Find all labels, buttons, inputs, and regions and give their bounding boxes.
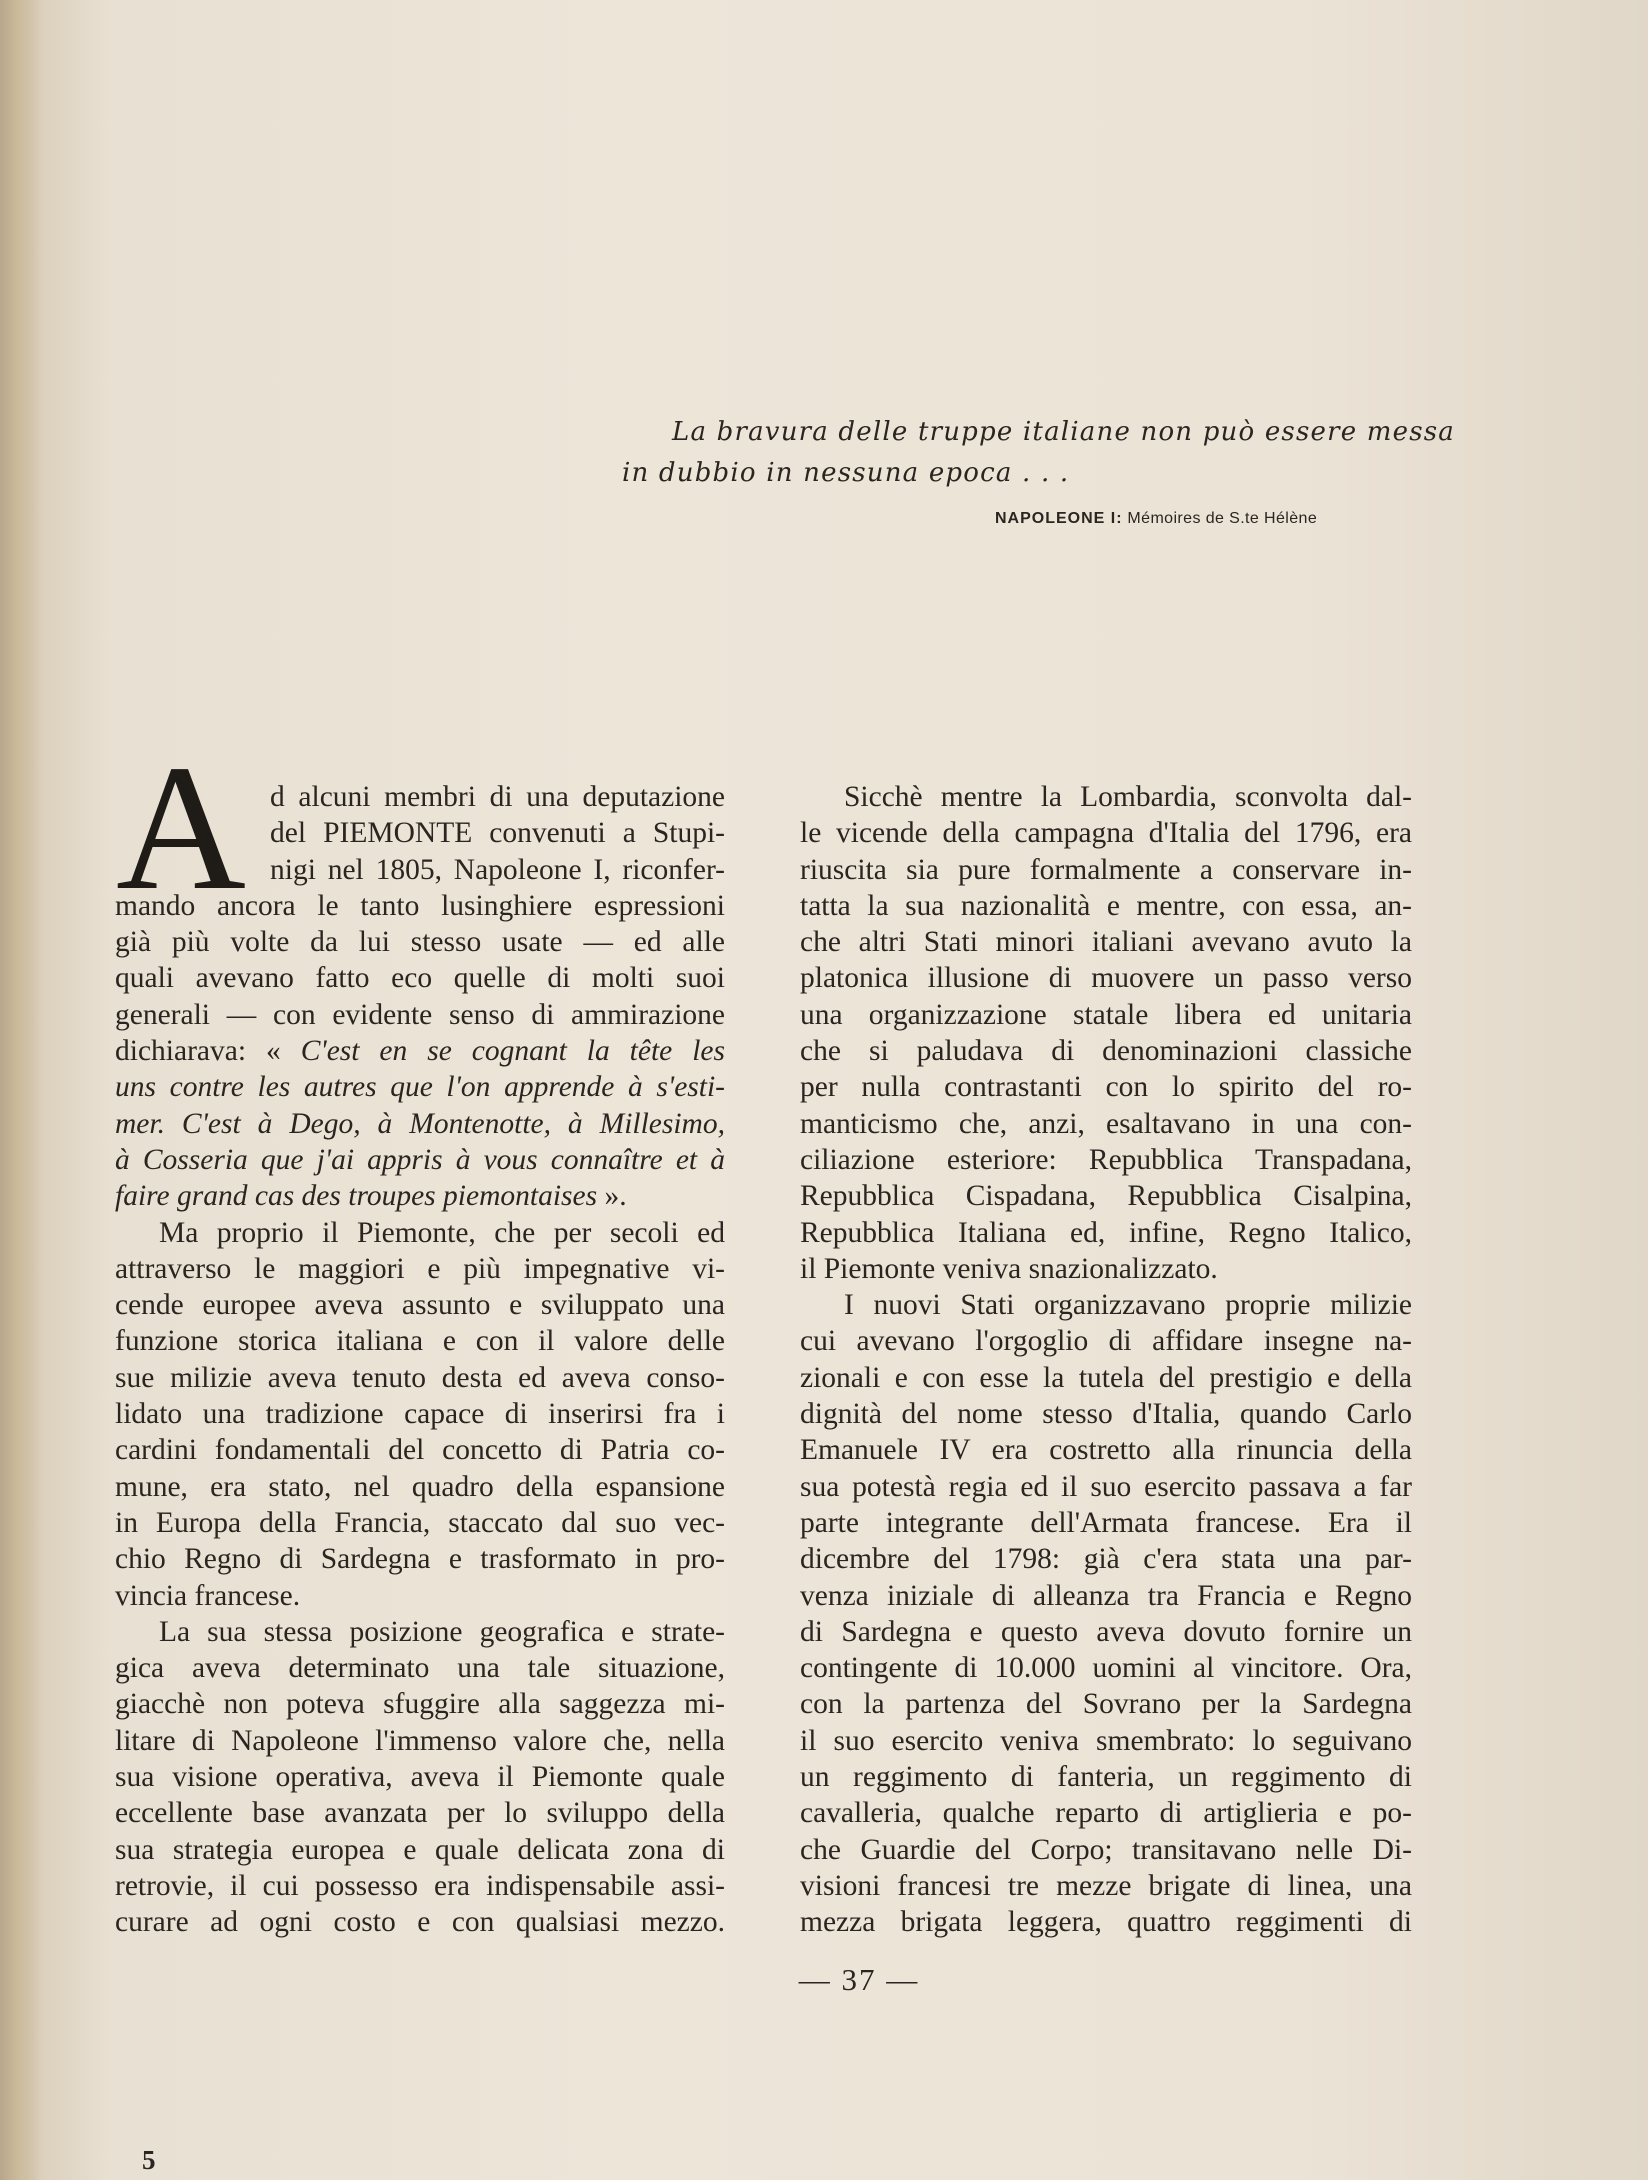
text-line: generali — con evidente senso di ammirazione [115, 998, 725, 1031]
text-line: vincia francese. [115, 1579, 301, 1612]
text-line: Sicchè mentre la Lombardia, sconvolta dal- [844, 781, 1412, 813]
epigraph-author: NAPOLEONE I: [995, 510, 1123, 527]
text-line: platonica illusione di muovere un passo verso [800, 962, 1412, 995]
text-line: Ma proprio il Piemonte, che per secoli ed [159, 1216, 725, 1249]
text-line: I nuovi Stati organizzavano proprie milizie [844, 1289, 1412, 1322]
epigraph-line: La bravura delle truppe italiane non può essere messa [672, 417, 1455, 447]
text-line: Emanuele IV era costretto alla rinuncia della [800, 1434, 1412, 1467]
text-line: dignità del nome stesso d'Italia, quando Carlo [800, 1398, 1412, 1431]
text-line: quali avevano fatto eco quelle di molti suoi [115, 962, 725, 995]
text-line: Repubblica Italiana ed, infine, Regno Italico, [800, 1216, 1412, 1249]
text-run: ». [597, 1180, 627, 1213]
text-line: sua potestà regia ed il suo esercito passava a far [800, 1470, 1412, 1503]
text-line: contingente di 10.000 uomini al vincitore. Ora, [800, 1652, 1412, 1685]
text-line: le vicende della campagna d'Italia del 1796, era [800, 817, 1412, 850]
text-line: dicembre del 1798: già c'era stata una par- [800, 1543, 1412, 1576]
text-line: che altri Stati minori italiani avevano avuto la [800, 926, 1412, 959]
epigraph-source: Mémoires de S.te Hélène [1127, 510, 1318, 527]
text-line: sua strategia europea e quale delicata zona di [115, 1833, 725, 1866]
right-column [800, 779, 1412, 1941]
text-line: funzione storica italiana e con il valore delle [115, 1325, 725, 1358]
text-line: visioni francesi tre mezze brigate di linea, una [800, 1869, 1412, 1902]
text-line: curare ad ogni costo e con qualsiasi mezzo. [115, 1906, 725, 1939]
text-line: una organizzazione statale libera ed unitaria [800, 998, 1412, 1031]
text-run: dichiarava: « [115, 1035, 301, 1068]
signature-mark: 5 [142, 2145, 156, 2175]
text-line: nigi nel 1805, Napoleone I, riconfer- [270, 853, 725, 886]
text-line: in Europa della Francia, staccato dal suo vec- [115, 1506, 725, 1539]
text-line: gica aveva determinato una tale situazione, [115, 1652, 725, 1685]
text-line: il Piemonte veniva snazionalizzato. [800, 1252, 1218, 1285]
text-line: giacchè non poteva sfuggire alla saggezza mi- [115, 1688, 725, 1721]
text-line: che Guardie del Corpo; transitavano nelle Di- [800, 1833, 1412, 1866]
left-column [115, 779, 725, 1941]
text-line: chio Regno di Sardegna e trasformato in pro- [115, 1543, 725, 1576]
quote-line: mer. C'est à Dego, à Montenotte, à Millesimo, [115, 1107, 725, 1140]
text-line: cardini fondamentali del concetto di Patria co- [115, 1434, 725, 1467]
text-line: il suo esercito veniva smembrato: lo seguivano [800, 1724, 1412, 1757]
text-line: cavalleria, qualche reparto di artiglieria e po- [800, 1797, 1412, 1830]
drop-cap: A [116, 728, 246, 927]
quote-run: C'est en se cognant la tête les [300, 1035, 725, 1068]
text-line: sue milizie aveva tenuto desta ed aveva conso- [115, 1361, 725, 1394]
text-line: di Sardegna e questo aveva dovuto fornire un [800, 1615, 1412, 1648]
text-line [115, 1178, 725, 1214]
text-line: litare di Napoleone l'immenso valore che, nella [115, 1724, 725, 1757]
text-line: cui avevano l'orgoglio di affidare insegne na- [800, 1325, 1412, 1358]
text-line: per nulla contrastanti con lo spirito del ro- [800, 1071, 1412, 1104]
text-line: già più volte da lui stesso usate — ed alle [115, 926, 725, 959]
text-line: ciliazione esteriore: Repubblica Transpadana, [800, 1143, 1412, 1176]
epigraph-line: in dubbio in nessuna epoca . . . [622, 458, 1070, 488]
text-line: eccellente base avanzata per lo sviluppo della [115, 1797, 725, 1830]
text-line: zionali e con esse la tutela del prestigio e della [800, 1361, 1412, 1394]
text-line: con la partenza del Sovrano per la Sardegna [800, 1688, 1412, 1721]
text-line [115, 1033, 725, 1069]
text-line: retrovie, il cui possesso era indispensabile assi- [115, 1869, 725, 1902]
text-line: che si paludava di denominazioni classiche [800, 1035, 1412, 1068]
text-line: un reggimento di fanteria, un reggimento di [800, 1761, 1412, 1794]
epigraph-attribution [995, 510, 1425, 528]
text-line: riuscita sia pure formalmente a conservare in- [800, 853, 1412, 886]
text-line: lidato una tradizione capace di inserirsi fra i [115, 1398, 725, 1431]
text-line: d alcuni membri di una deputazione [270, 781, 725, 813]
text-line: mezza brigata leggera, quattro reggimenti di [800, 1906, 1412, 1939]
quote-line: à Cosseria que j'ai appris à vous connaître et à [115, 1143, 725, 1176]
text-line: mando ancora le tanto lusinghiere espressioni [115, 889, 725, 922]
quote-run: faire grand cas des troupes piemontaises [115, 1180, 598, 1213]
text-line: La sua stessa posizione geografica e strate- [159, 1615, 725, 1648]
text-line: cende europee aveva assunto e sviluppato una [115, 1289, 725, 1322]
quote-line: uns contre les autres que l'on apprende à s'esti- [115, 1071, 725, 1104]
text-line: sua visione operativa, aveva il Piemonte quale [115, 1761, 725, 1794]
text-line: del PIEMONTE convenuti a Stupi- [270, 817, 725, 850]
text-line: venza iniziale di alleanza tra Francia e Regno [800, 1579, 1412, 1612]
epigraph [620, 412, 1455, 494]
text-line: tatta la sua nazionalità e mentre, con essa, an- [800, 889, 1412, 922]
text-line: Repubblica Cispadana, Repubblica Cisalpina, [800, 1180, 1412, 1213]
page-number: — 37 — [798, 1962, 920, 1997]
text-line: mune, era stato, nel quadro della espansione [115, 1470, 725, 1503]
text-line: manticismo che, anzi, esaltavano in una con- [800, 1107, 1412, 1140]
text-line: attraverso le maggiori e più impegnative vi- [115, 1252, 725, 1285]
book-gutter-shadow [0, 0, 42, 2180]
text-line: parte integrante dell'Armata francese. Era il [800, 1506, 1412, 1539]
